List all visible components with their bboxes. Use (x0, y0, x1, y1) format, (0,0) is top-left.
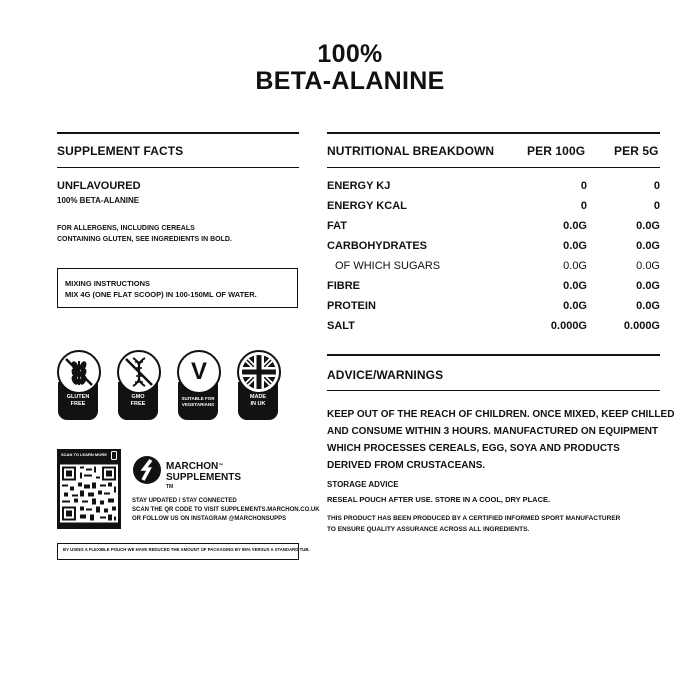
packaging-note: BY USING A FLEXIBLE POUCH WE HAVE REDUCED THE AMOUNT OF PACKAGING BY 85% VERSUS A STANDARD TUB. (63, 547, 310, 552)
stay-connected-line-2: SCAN THE QR CODE TO VISIT SUPPLEMENTS.MARCHON.CO.UK (132, 507, 320, 513)
advice-line-4: DERIVED FROM CRUSTACEANS. (327, 460, 486, 471)
informed-line-1: THIS PRODUCT HAS BEEN PRODUCED BY A CERTIFIED INFORMED SPORT MANUFACTURER (327, 515, 621, 522)
advice-heading: ADVICE/WARNINGS (327, 368, 444, 382)
badge-label-line-2: FREE (130, 401, 146, 407)
brand-tm: ™ (218, 463, 224, 469)
nutrition-value-per-100g: 0 (580, 180, 587, 192)
nutrition-row (327, 300, 660, 320)
vegetarian-v-icon: V (190, 358, 207, 385)
advice-divider (327, 390, 660, 391)
mixing-heading: MIXING INSTRUCTIONS (65, 279, 151, 288)
nutrition-value-per-5g: 0 (653, 200, 660, 212)
advice-text (327, 406, 674, 474)
nutrition-row (327, 260, 660, 280)
phone-icon (111, 451, 117, 460)
nutrition-value-per-5g: 0.0G (636, 240, 660, 252)
badge-label (178, 396, 218, 408)
nutrition-value-per-100g: 0.000G (550, 320, 587, 332)
nutrition-row (327, 220, 660, 240)
nutrition-row (327, 240, 660, 260)
title-line-2: BETA-ALANINE (255, 67, 445, 95)
stay-connected-line-1: STAY UPDATED / STAY CONNECTED (132, 498, 237, 504)
allergen-line-1: FOR ALLERGENS, INCLUDING CEREALS (57, 225, 195, 232)
badge-label (238, 394, 278, 408)
nutrition-value-per-100g: 0.0G (563, 240, 587, 252)
vegetarian-badge (177, 350, 219, 420)
advice-line-1: KEEP OUT OF THE REACH OF CHILDREN. ONCE MIXED, KEEP CHILLED (327, 409, 675, 420)
marchon-logo-icon (132, 454, 162, 488)
nutrition-value-per-5g: 0.0G (636, 220, 660, 232)
nutrition-value-per-100g: 0.0G (563, 260, 587, 272)
nutrition-row (327, 320, 660, 340)
qr-code-icon (60, 462, 118, 525)
nutrition-value-per-5g: 0.0G (636, 260, 660, 272)
ingredient-text: 100% BETA-ALANINE (57, 196, 140, 205)
nutrition-row-label: PROTEIN (327, 300, 376, 312)
nutrition-top-rule (327, 132, 660, 134)
nutrition-value-per-5g: 0.0G (636, 280, 660, 292)
nutrition-value-per-100g: 0.0G (563, 220, 587, 232)
supplement-facts-divider (57, 167, 299, 168)
nutrition-col-per-100g: PER 100G (527, 144, 586, 158)
nutrition-value-per-5g: 0.0G (636, 300, 660, 312)
nutrition-col-per-5g: PER 5G (614, 144, 659, 158)
badge-label (118, 394, 158, 408)
packaging-note-box (57, 543, 310, 560)
supplement-facts-heading: SUPPLEMENT FACTS (57, 144, 184, 158)
scan-label: SCAN TO LEARN MORE (61, 452, 107, 457)
nutrition-heading: NUTRITIONAL BREAKDOWN (327, 144, 495, 158)
nutrition-row (327, 280, 660, 300)
nutrition-row-label: ENERGY KCAL (327, 200, 407, 212)
gmo-free-badge (117, 350, 159, 420)
nutrition-header-divider (327, 167, 660, 168)
stay-connected-line-3: OR FOLLOW US ON INSTAGRAM @MARCHONSUPPS (132, 516, 287, 522)
flavour-label: UNFLAVOURED (57, 180, 141, 192)
advice-line-3: WHICH PROCESSES CEREALS, EGG, SOYA AND PRODUCTS (327, 443, 620, 454)
badge-label-line-1: MADE (249, 394, 267, 400)
gluten-free-icon (59, 352, 99, 392)
mixing-text: MIX 4G (ONE FLAT SCOOP) IN 100-150ML OF WATER. (65, 290, 257, 299)
advice-line-2: AND CONSUME WITHIN 3 HOURS. MANUFACTURED ON EQUIPMENT (327, 426, 659, 437)
allergen-line-2: CONTAINING GLUTEN, SEE INGREDIENTS IN BOLD. (57, 236, 232, 243)
supplement-facts-top-rule (57, 132, 299, 134)
badge-label-line-2: IN UK (250, 401, 266, 407)
union-jack-icon (239, 352, 279, 392)
nutrition-row-label: FAT (327, 220, 347, 232)
mixing-instructions-box (57, 268, 298, 308)
nutrition-row-label: ENERGY KJ (327, 180, 391, 192)
nutrition-value-per-5g: 0.000G (623, 320, 660, 332)
badge-label (58, 394, 98, 408)
nutrition-row-label: SALT (327, 320, 355, 332)
badge-label-line-2: FREE (70, 401, 86, 407)
storage-heading: STORAGE ADVICE (327, 480, 399, 489)
nutrition-row-label: CARBOHYDRATES (327, 240, 428, 252)
badge-label-line-1: GMO (131, 394, 145, 400)
brand-name (166, 461, 241, 483)
nutrition-value-per-5g: 0 (653, 180, 660, 192)
advice-top-rule (327, 354, 660, 356)
nutrition-row (327, 180, 660, 200)
nutrition-value-per-100g: 0.0G (563, 280, 587, 292)
brand-line-1: MARCHON (166, 461, 219, 472)
nutrition-value-per-100g: 0 (580, 200, 587, 212)
qr-panel[interactable] (57, 449, 121, 529)
title-line-1: 100% (317, 40, 383, 68)
nutrition-row-label: FIBRE (327, 280, 360, 292)
nutrition-value-per-100g: 0.0G (563, 300, 587, 312)
nutrition-row-label: OF WHICH SUGARS (335, 260, 441, 272)
stay-connected-text (132, 497, 320, 524)
badge-label-line-1: GLUTEN (66, 394, 90, 400)
gluten-free-badge (57, 350, 99, 420)
product-title (0, 41, 700, 95)
dna-icon (119, 352, 159, 392)
made-in-uk-badge (237, 350, 279, 420)
informed-line-2: TO ENSURE QUALITY ASSURANCE ACROSS ALL INGREDIENTS. (327, 526, 530, 533)
storage-text: RESEAL POUCH AFTER USE. STORE IN A COOL, DRY PLACE. (327, 495, 551, 504)
brand-line-2: SUPPLEMENTS (166, 472, 242, 483)
logo-tm: TM (166, 484, 174, 490)
informed-sport-text (327, 513, 620, 535)
badge-label-line-1: SUITABLE FOR (181, 396, 215, 401)
nutrition-row (327, 200, 660, 220)
badge-label-line-2: VEGETARIANS (181, 402, 215, 407)
